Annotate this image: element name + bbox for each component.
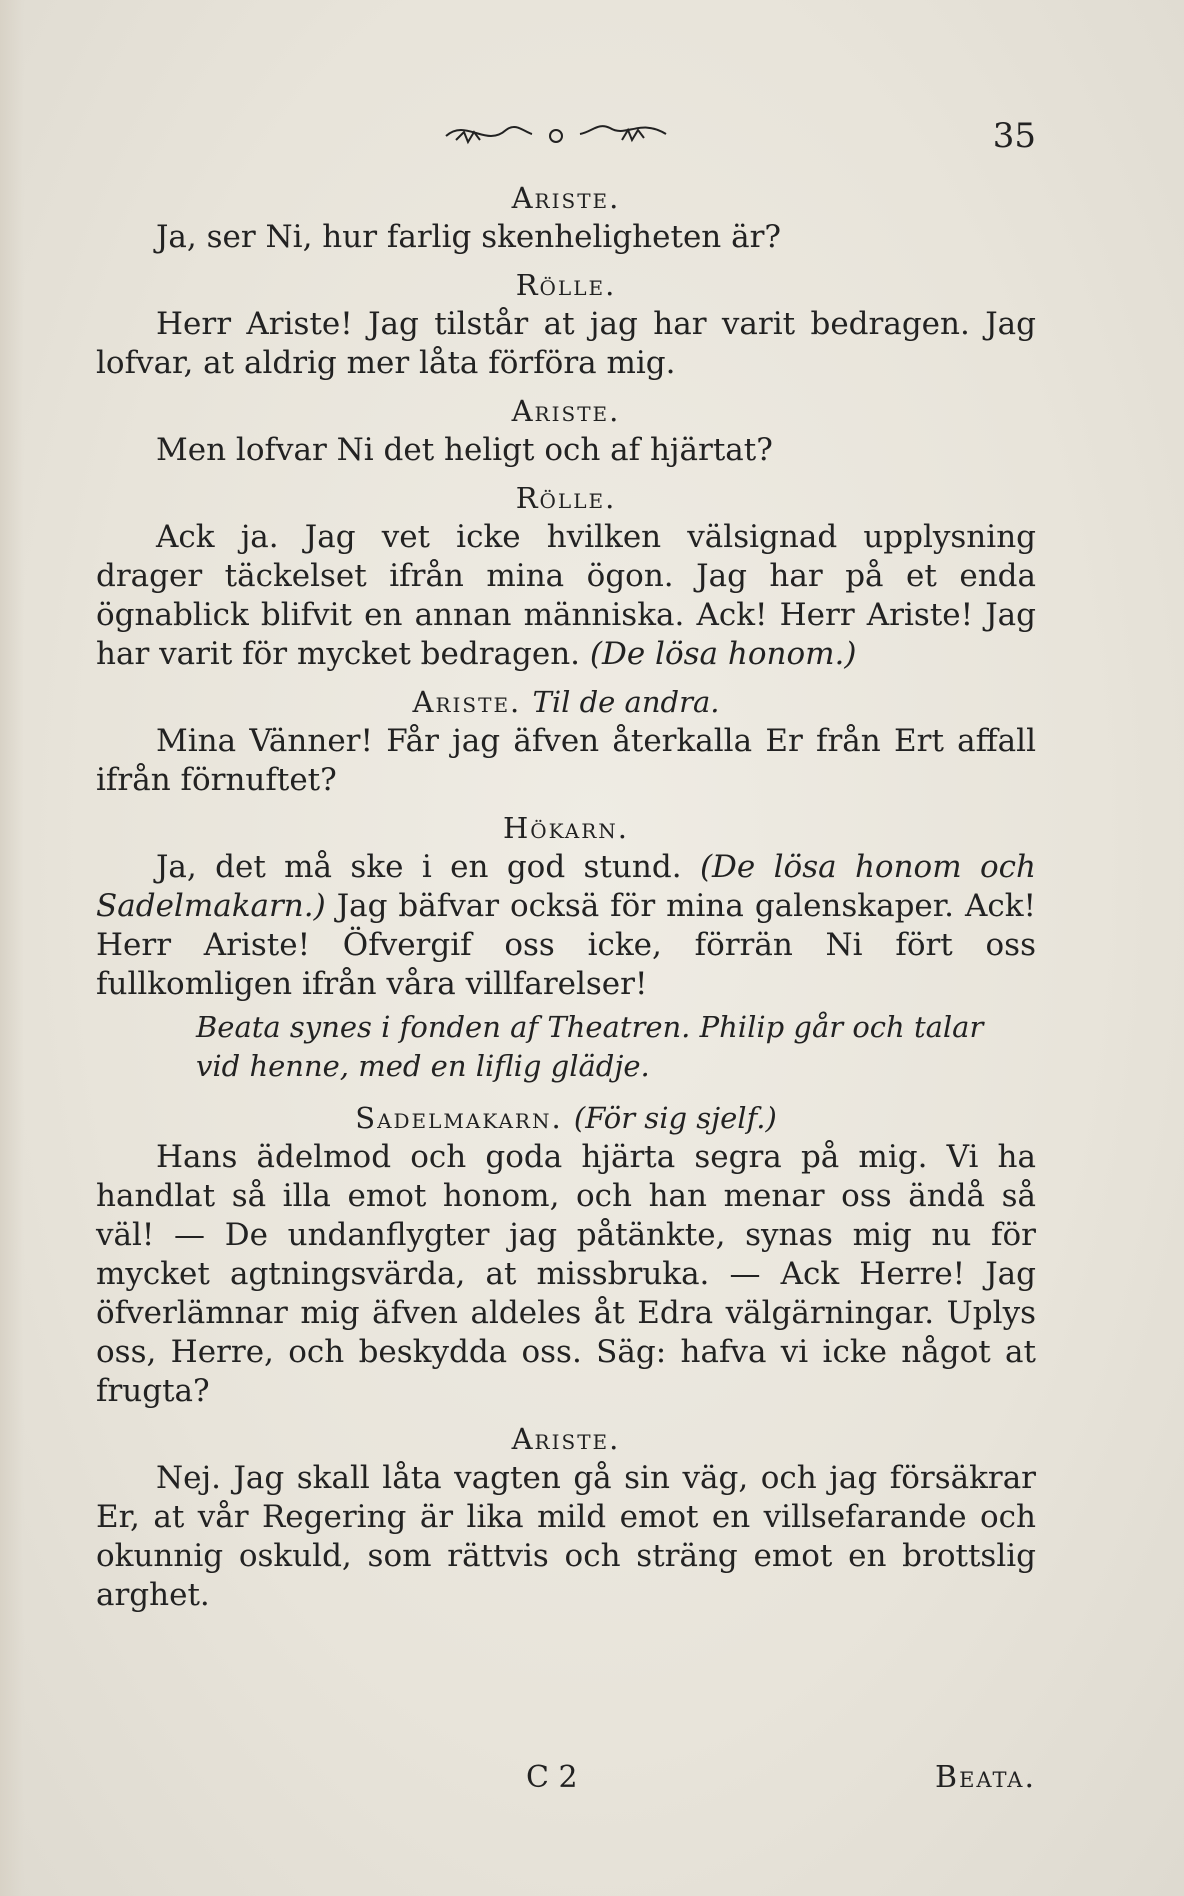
speaker-name: Rölle. [515,481,617,515]
signature-mark: C 2 [526,1760,578,1795]
speech-paragraph: Nej. Jag skall låta vagten gå sin väg, och jag försäkrar Er, at vår Regering är lika mild emot en villsefarande och okunnig oskuld, som rättvis och sträng emot en brottslig arghet. [96,1460,1036,1613]
speaker-name: Ariste. Til de andra. [412,685,720,719]
speaker-name: Ariste. [511,394,621,428]
printers-ornament-icon [426,114,686,154]
stage-direction: Til de andra. [532,685,720,719]
speech-paragraph: Hans ädelmod och goda hjärta segra på mig. Vi ha handlat så illa emot honom, och han menar oss ändå så väl! — De undanflygter jag påtänkte, synas mig nu för mycket agtningsvärda, at missbruka. — Ack Herre! Jag öfverlämnar mig äfven aldeles åt Edra välgärningar. Uplys oss, Herre, och beskydda oss. Säg: hafva vi icke något at frugta? [96,1139,1036,1409]
page-footer [96,1760,1036,1810]
page-edge-shadow [0,0,24,1896]
stage-direction-paragraph: Beata synes i fonden af Theatren. Philip går och talar vid henne, med en liflig glädje. [196,1010,984,1083]
speaker-name: Ariste. [511,181,621,215]
stage-direction: (För sig sjelf.) [573,1101,777,1135]
speech-paragraph: Men lofvar Ni det heligt och af hjärtat? [156,432,773,468]
speech-paragraph: Ja, ser Ni, hur farlig skenheligheten är? [156,219,782,255]
play-text [96,178,1036,1615]
stage-direction: (De lösa honom och Sadelmakarn.) [96,849,1036,924]
page-number: 35 [992,116,1036,156]
speech-paragraph: Ack ja. Jag vet icke hvilken välsignad upplysning drager täckelset ifrån mina ögon. Jag har på et enda ögnablick blifvit en annan människa. Ack! Herr Ariste! Jag har varit för mycket bedragen. (De lösa honom.) [96,519,1036,672]
stage-direction: (De lösa honom.) [589,636,857,672]
speech-paragraph: Mina Vänner! Får jag äfven återkalla Er från Ert affall ifrån förnuftet? [96,723,1036,798]
catchword: Beata. [935,1760,1036,1795]
speech-paragraph: Ja, det må ske i en god stund. (De lösa honom och Sadelmakarn.) Jag bäfvar ocksä för mina galenskaper. Ack! Herr Ariste! Öfvergif oss icke, förrän Ni fört oss fullkomligen ifrån våra villfarelser! [96,849,1036,1002]
speaker-name: Ariste. [511,1422,621,1456]
speaker-name: Rölle. [515,268,617,302]
page-header [96,110,1036,160]
speech-paragraph: Herr Ariste! Jag tilstår at jag har varit bedragen. Jag lofvar, at aldrig mer låta förföra mig. [96,306,1036,381]
speaker-name: Sadelmakarn. (För sig sjelf.) [355,1101,777,1135]
speaker-name: Hökarn. [502,811,630,845]
